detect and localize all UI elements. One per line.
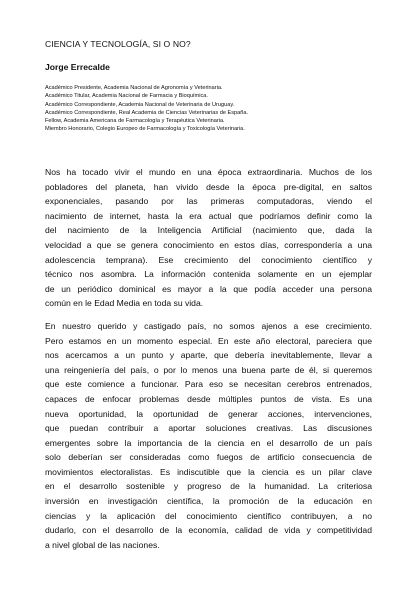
text-line: una reingeniería del país, o por lo menos una buena parte de él, si queremos [45, 364, 372, 375]
text-line: Nos ha tocado vivir el mundo en una época extraordinaria. Muchos de los [45, 167, 372, 177]
affiliation-item: Miembro Honorario, Colegio Europeo de Farmacología y Toxicología Veterinaria. [45, 126, 245, 133]
text-line: común en le Edad Media en toda su vida. [45, 298, 204, 309]
text-line: dudarlo, con el desarrollo de la economía, calidad de vida y competitividad [45, 525, 372, 536]
text-line: velocidad a que se genera conocimiento en estos días, correspondería a una [45, 239, 372, 250]
author-affiliations [45, 84, 385, 134]
text-line: que este comience a funcionar. Para eso se necesitan cerebros entrenados, [45, 379, 372, 390]
text-line: En nuestro querido y castigado país, no somos ajenos a ese crecimiento. [45, 320, 372, 331]
text-line: adolescencia temprana). Ese crecimiento del conocimiento científico y [45, 254, 372, 265]
text-line: técnico nos asombra. La información contenida solamente en un ejemplar [45, 269, 372, 280]
text-line: Pero estamos en un momento especial. En este año electoral, pareciera que [45, 335, 372, 346]
text-line: nos acercamos a un punto y aparte, que debería inevitablemente, llevar a [45, 350, 372, 361]
text-line: que puedan contribuir a aportar soluciones creativas. Las discusiones [45, 423, 372, 434]
affiliation-item: Académico Correspondiente, Academia Nacional de Veterinaria de Uruguay. [45, 101, 235, 108]
paragraph [45, 165, 372, 311]
text-line: nacimiento de internet, hasta la era actual que podríamos definir como la [45, 210, 372, 221]
text-line: a nivel global de las naciones. [45, 539, 160, 550]
article-body [45, 165, 372, 560]
affiliation-item: Académico Correspondiente, Real Academia de Ciencias Veterinarias de España. [45, 109, 249, 116]
text-line: movimientos electoralistas. Es indiscutible que la ciencia es un pilar clave [45, 466, 372, 477]
author-name: Jorge Errecalde [45, 62, 110, 72]
affiliation-item: Fellow, Academia Americana de Farmacología y Terapéutica Veterinaria. [45, 118, 225, 125]
affiliation-item: Académico Presidente, Academia Nacional de Agronomía y Veterinaria. [45, 85, 223, 91]
text-line: pobladores del planeta, han vivido desde la época pre-digital, en saltos [45, 181, 372, 192]
document-title: CIENCIA Y TECNOLOGÍA, SI O NO? [45, 39, 191, 49]
text-line: exponenciales, pasando por las primeras computadoras, viendo el [45, 196, 372, 207]
text-line: de un periódico dominical es mayor a la que podía acceder una persona [45, 283, 372, 294]
text-line: del nacimiento de la Inteligencia Artificial (nacimiento que, dada la [45, 225, 372, 236]
text-line: nueva oportunidad, la oportunidad de generar acciones, intervenciones, [45, 408, 372, 419]
text-line: en el desarrollo sostenible y progreso de la humanidad. La criteriosa [45, 481, 372, 492]
text-line: emergentes sobre la importancia de la ciencia en el desarrollo de un país [45, 437, 372, 448]
paragraph [45, 319, 372, 553]
text-line: solo deberían ser consideradas como fuegos de artificio consecuencia de [45, 452, 372, 463]
text-line: inversión en investigación científica, la promoción de la educación en [45, 496, 372, 507]
text-line: ciencias y la aplicación del conocimiento científico contribuyen, a no [45, 510, 372, 521]
affiliation-item: Académico Titular, Academia Nacional de Farmacia y Bioquímica. [45, 93, 208, 100]
text-line: capaces de enfocar problemas desde múltiples puntos de vista. Es una [45, 393, 372, 404]
